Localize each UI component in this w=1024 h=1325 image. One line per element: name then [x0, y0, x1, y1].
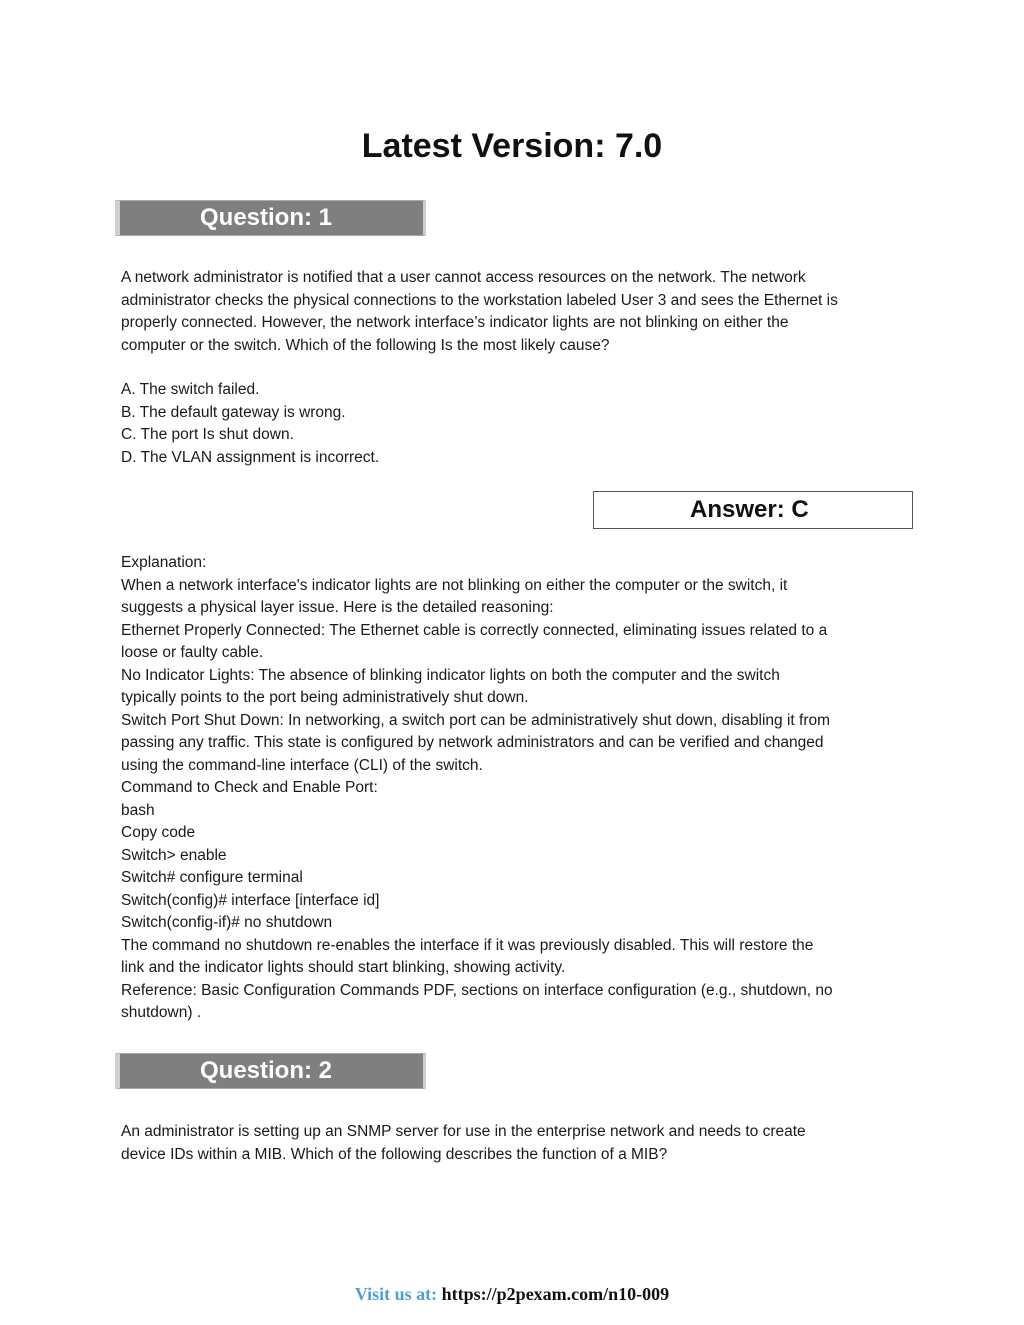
- question-1-text: [121, 267, 911, 357]
- explanation-line: shutdown) .: [121, 1004, 202, 1021]
- answer-box: [593, 491, 913, 529]
- explanation-line: passing any traffic. This state is configured by network administrators and can be verified and changed: [121, 734, 824, 751]
- explanation-line: Switch# configure terminal: [121, 869, 303, 886]
- explanation-line: Switch> enable: [121, 846, 227, 864]
- explanation-line: loose or faulty cable.: [121, 644, 264, 661]
- option-a: A. The switch failed.: [121, 381, 260, 398]
- explanation-line: Command to Check and Enable Port:: [121, 779, 378, 796]
- question-2-text-line: device IDs within a MIB. Which of the following describes the function of a MIB?: [121, 1145, 668, 1163]
- question-2-text-line: An administrator is setting up an SNMP server for use in the enterprise network and needs to create: [121, 1123, 806, 1140]
- footer-url-link[interactable]: https://p2pexam.com/n10-009: [441, 1284, 670, 1304]
- explanation: [121, 552, 911, 1025]
- question-1-text-line: properly connected. However, the network interface’s indicator lights are not blinking on either the: [121, 314, 789, 331]
- explanation-line: No Indicator Lights: The absence of blinking indicator lights on both the computer and the switch: [121, 666, 780, 684]
- explanation-line: link and the indicator lights should start blinking, showing activity.: [121, 959, 566, 976]
- explanation-line: bash: [121, 801, 155, 819]
- explanation-line: The command no shutdown re-enables the interface if it was previously disabled. This will restore the: [121, 936, 814, 954]
- option-c: C. The port Is shut down.: [121, 426, 294, 443]
- question-2-header: [115, 1053, 426, 1089]
- explanation-line: Copy code: [121, 824, 196, 841]
- explanation-line: Ethernet Properly Connected: The Ethernet cable is correctly connected, eliminating issues related to a: [121, 621, 828, 639]
- explanation-line: suggests a physical layer issue. Here is the detailed reasoning:: [121, 599, 554, 616]
- explanation-line: Explanation:: [121, 554, 207, 571]
- question-1-header: [115, 200, 426, 236]
- option-b: B. The default gateway is wrong.: [121, 403, 346, 421]
- explanation-line: typically points to the port being administratively shut down.: [121, 689, 529, 706]
- explanation-line: using the command-line interface (CLI) of the switch.: [121, 756, 483, 774]
- answer-label: Answer: C: [690, 496, 809, 523]
- explanation-line: Switch(config)# interface [interface id]: [121, 891, 380, 909]
- question-1-text-line: computer or the switch. Which of the following Is the most likely cause?: [121, 336, 610, 354]
- footer-label: Visit us at:: [354, 1284, 438, 1304]
- explanation-line: When a network interface's indicator lights are not blinking on either the computer or the switch, it: [121, 576, 788, 594]
- explanation-line: Reference: Basic Configuration Commands PDF, sections on interface configuration (e.g., shutdown, no: [121, 981, 833, 999]
- question-1-text-line: A network administrator is notified that a user cannot access resources on the network. The network: [121, 269, 806, 286]
- question-2-header-label: Question: 2: [200, 1057, 333, 1084]
- footer: [0, 1282, 1024, 1306]
- question-1-options: [121, 379, 911, 469]
- question-1-header-label: Question: 1: [200, 204, 333, 231]
- explanation-line: Switch Port Shut Down: In networking, a switch port can be administratively shut down, disabling it from: [121, 711, 831, 729]
- question-2-text: [121, 1121, 911, 1166]
- page-title: Latest Version: 7.0: [361, 127, 663, 165]
- question-1-text-line: administrator checks the physical connections to the workstation labeled User 3 and sees the Ethernet is: [121, 291, 838, 309]
- explanation-line: Switch(config-if)# no shutdown: [121, 914, 333, 931]
- option-d: D. The VLAN assignment is incorrect.: [121, 448, 380, 466]
